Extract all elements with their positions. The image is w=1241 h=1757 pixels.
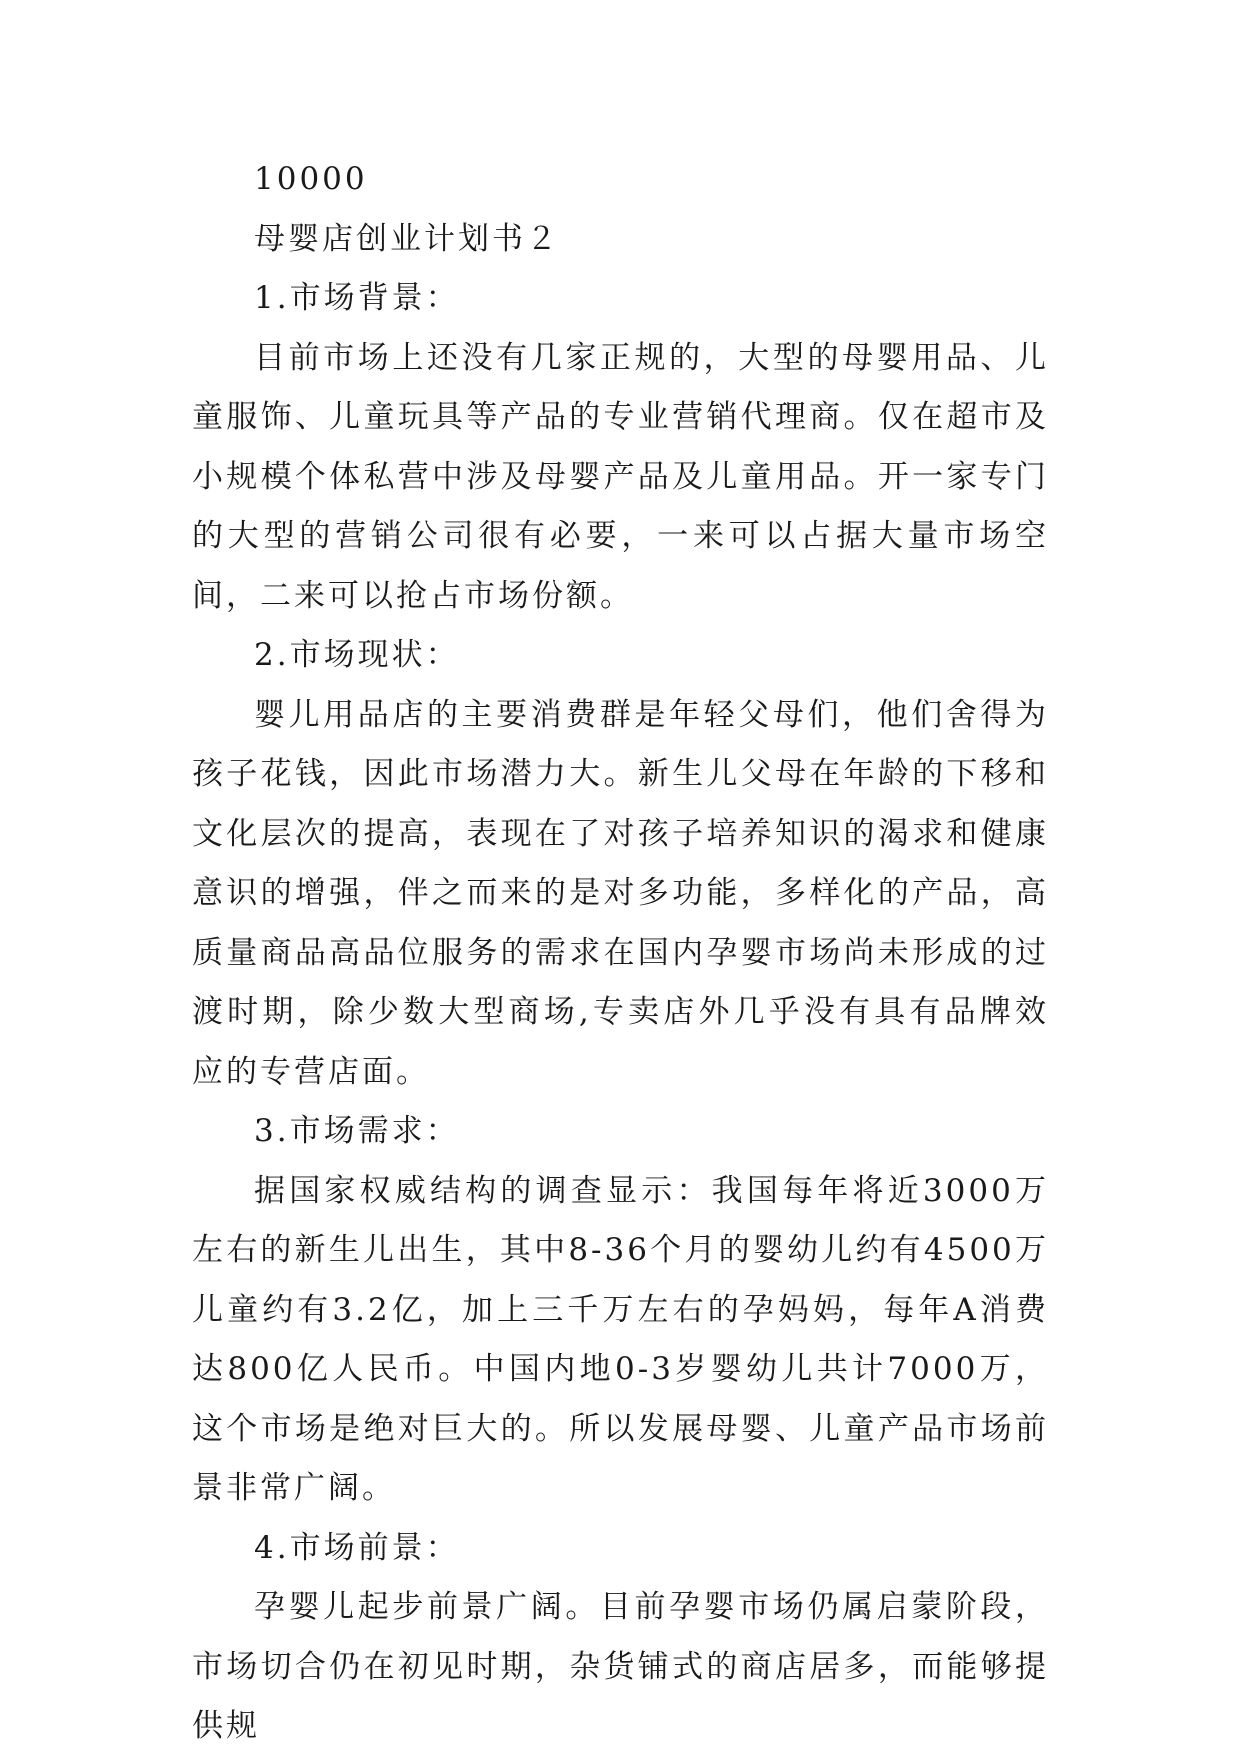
- amount-line: 10000: [254, 161, 368, 197]
- document-title: 母婴店创业计划书２: [254, 220, 560, 257]
- section-heading-market-background: 1.市场背景：: [254, 280, 460, 316]
- section-heading-market-status: 2.市场现状：: [254, 637, 460, 673]
- paragraph-market-prospects: 孕婴儿起步前景广阔。目前孕婴市场仍属启蒙阶段，市场切合仍在初见时期，杂货铺式的商店居多，而能够提供规: [192, 1589, 1049, 1744]
- paragraph-market-background: 目前市场上还没有几家正规的，大型的母婴用品、儿童服饰、儿童玩具等产品的专业营销代理商。仅在超市及小规模个体私营中涉及母婴产品及儿童用品。开一家专门的大型的营销公司很有必要，一来可以占据大量市场空间，二来可以抢占市场份额。: [192, 339, 1049, 614]
- section-heading-market-demand: 3.市场需求：: [254, 1113, 460, 1149]
- section-heading-market-prospects: 4.市场前景：: [254, 1529, 460, 1566]
- document-page: [192, 150, 1049, 1757]
- paragraph-market-demand: 据国家权威结构的调查显示：我国每年将近3000万左右的新生儿出生，其中8-36个月的婴幼儿约有4500万儿童约有3.2亿，加上三千万左右的孕妈妈，每年A消费达800亿人民币。中国内地0-3岁婴幼儿共计7000万，这个市场是绝对巨大的。所以发展母婴、儿童产品市场前景非常广阔。: [192, 1172, 1049, 1506]
- paragraph-market-status: 婴儿用品店的主要消费群是年轻父母们，他们舍得为孩子花钱，因此市场潜力大。新生儿父母在年龄的下移和文化层次的提高，表现在了对孩子培养知识的渴求和健康意识的增强，伴之而来的是对多功能，多样化的产品，高质量商品高品位服务的需求在国内孕婴市场尚未形成的过渡时期，除少数大型商场,专卖店外几乎没有具有品牌效应的专营店面。: [192, 696, 1049, 1090]
